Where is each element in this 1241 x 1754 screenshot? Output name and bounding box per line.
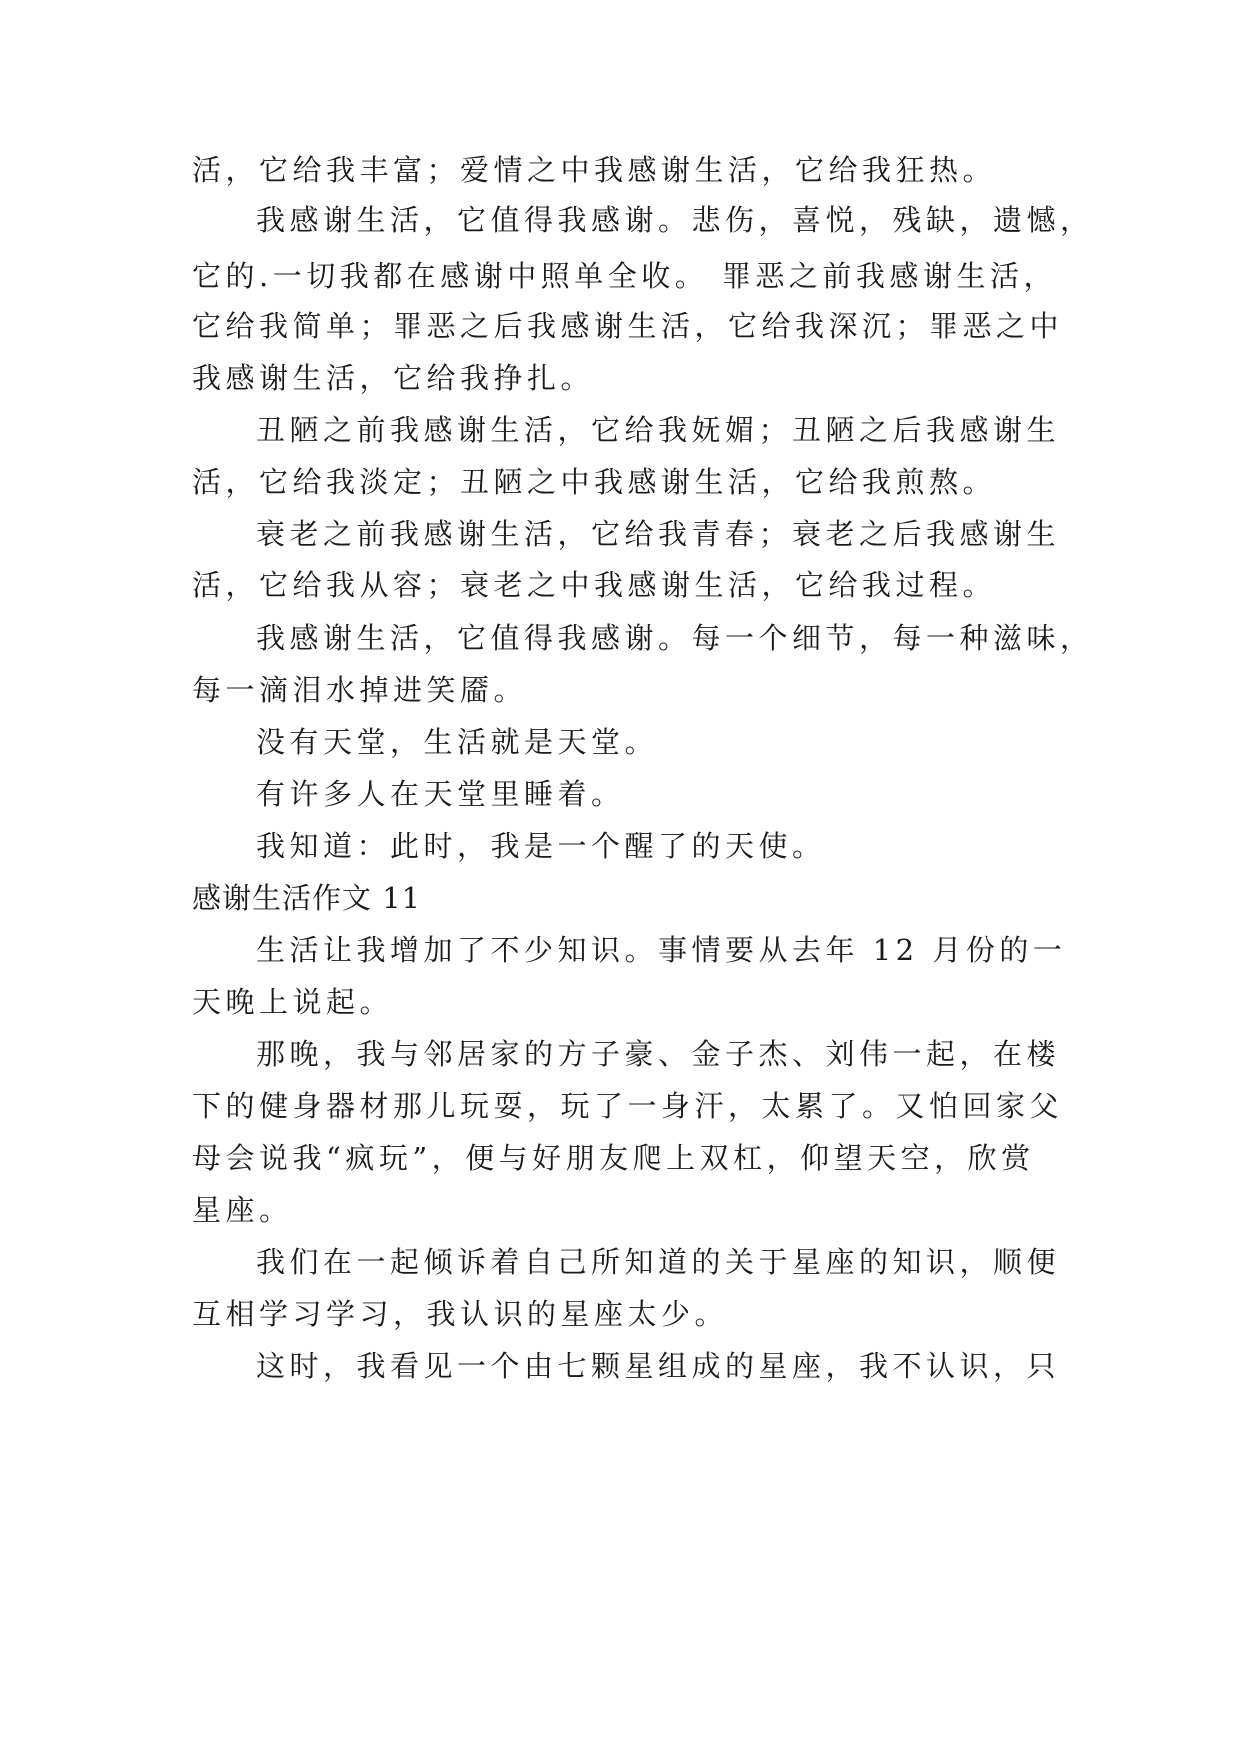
text-line: 它给我简单；罪恶之后我感谢生活，它给我深沉；罪恶之中 <box>192 309 1064 343</box>
text-line: 每一滴泪水掉进笑靥。 <box>192 673 528 707</box>
text-line: 天晚上说起。 <box>192 985 394 1019</box>
text-line: 下的健身器材那儿玩耍，玩了一身汗，太累了。又怕回家父 <box>192 1089 1064 1123</box>
text-line: 我感谢生活，它值得我感谢。悲伤，喜悦，残缺，遗憾， <box>256 203 1094 237</box>
text-line: 活，它给我丰富；爱情之中我感谢生活，它给我狂热。 <box>192 153 997 187</box>
text-line: 没有天堂，生活就是天堂。 <box>256 725 659 759</box>
text-line: 它的.一切我都在感谢中照单全收。 罪恶之前我感谢生活， <box>192 259 1057 293</box>
text-line: 丑陋之前我感谢生活，它给我妩媚；丑陋之后我感谢生 <box>256 413 1061 447</box>
text-line: 我感谢生活，它值得我感谢。每一个细节，每一种滋味， <box>256 621 1094 655</box>
text-line: 这时，我看见一个由七颗星组成的星座，我不认识，只 <box>256 1349 1061 1383</box>
text-line: 活，它给我从容；衰老之中我感谢生活，它给我过程。 <box>192 568 997 602</box>
text-line: 那晚，我与邻居家的方子豪、金子杰、刘伟一起，在楼 <box>256 1037 1061 1071</box>
section-heading: 感谢生活作文 11 <box>192 881 422 915</box>
text-line: 生活让我增加了不少知识。事情要从去年 12 月份的一 <box>256 933 1067 967</box>
text-line: 我们在一起倾诉着自己所知道的关于星座的知识，顺便 <box>256 1245 1061 1279</box>
text-line: 活，它给我淡定；丑陋之中我感谢生活，它给我煎熬。 <box>192 465 997 499</box>
text-line: 我知道：此时，我是一个醒了的天使。 <box>256 829 826 863</box>
text-line: 星座。 <box>192 1193 293 1227</box>
text-line: 互相学习学习，我认识的星座太少。 <box>192 1297 729 1331</box>
text-line: 母会说我“疯玩”，便与好朋友爬上双杠，仰望天空，欣赏 <box>192 1141 1035 1175</box>
text-line: 我感谢生活，它给我挣扎。 <box>192 361 595 395</box>
text-line: 有许多人在天堂里睡着。 <box>256 777 625 811</box>
text-line: 衰老之前我感谢生活，它给我青春；衰老之后我感谢生 <box>256 517 1061 551</box>
